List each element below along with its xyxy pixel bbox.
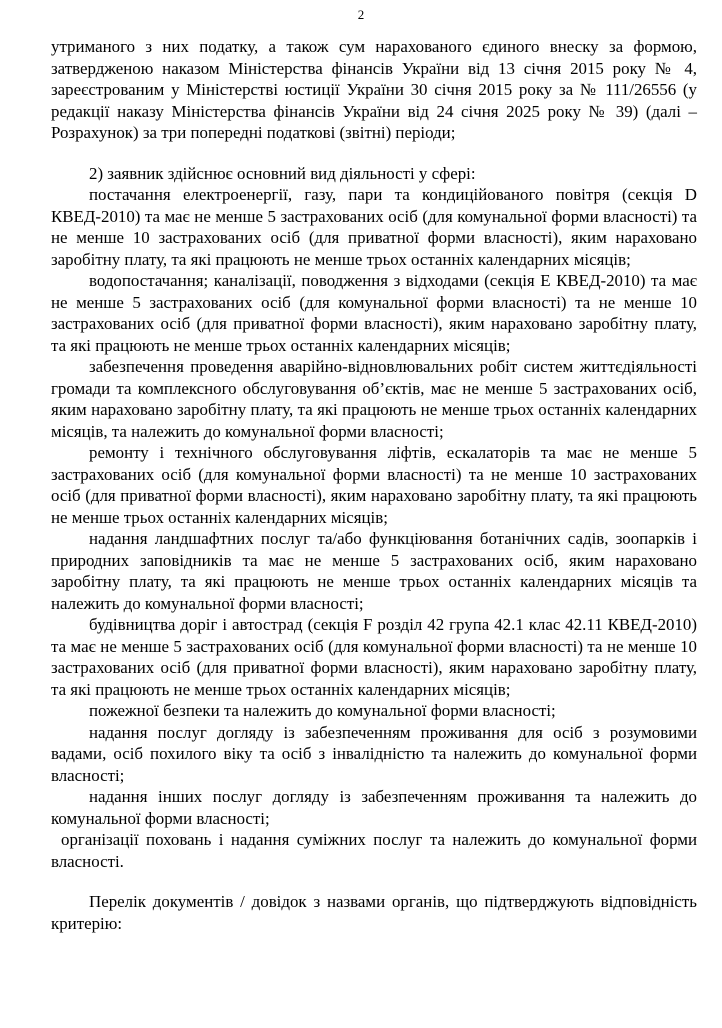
paragraph-documents-list: Перелік документів / довідок з назвами органів, що підтверджують відповідність критерію: — [51, 892, 697, 933]
paragraph-road-construction: будівництва доріг і автострад (секція F розділ 42 група 42.1 клас 42.11 КВЕД-2010) та має не менше 5 застрахованих осіб (для комунальної форми власності) та не менше 10 застрахованих осіб (для приватної форми власності), яким нараховано заробітну плату, та які працюють не менше трьох останніх календарних місяців; — [51, 615, 697, 699]
paragraph-item-2-heading: 2) заявник здійснює основний вид діяльності у сфері: — [89, 163, 476, 183]
document-body — [51, 36, 697, 934]
paragraph-care-services-disabled: надання послуг догляду із забезпеченням проживання для осіб з розумовими вадами, осіб похилого віку та осіб з інвалідністю та належить до комунальної форми власності; — [51, 722, 697, 785]
paragraph-funeral-services: організації поховань і надання суміжних послуг та належить до комунальної форми власності. — [51, 830, 697, 871]
paragraph-fire-safety: пожежної безпеки та належить до комунальної форми власності; — [89, 701, 556, 720]
paragraph-energy-supply: постачання електроенергії, газу, пари та кондиційованого повітря (секція D КВЕД-2010) та має не менше 5 застрахованих осіб (для комунальної форми власності) та не менше 10 застрахованих осіб (для приватної форми власності), яким нараховано заробітну плату, та які працюють не менше трьох останніх календарних місяців; — [51, 185, 697, 269]
paragraph-landscape-services: надання ландшафтних послуг та/або функціювання ботанічних садів, зоопарків і природних заповідників та має не менше 5 застрахованих осіб, яким нараховано заробітну плату, та які працюють не менше трьох останніх календарних місяців та належить до комунальної форми власності; — [51, 529, 697, 613]
paragraph-emergency-works: забезпечення проведення аварійно-відновлювальних робіт систем життєдіяльності громади та комплексного обслуговування об’єктів, має не менше 5 застрахованих осіб, яким нараховано заробітну плату, та які працюють не менше трьох останніх календарних місяців, та належить до комунальної форми власності; — [51, 357, 697, 441]
paragraph-continuation: утриманого з них податку, а також сум нарахованого єдиного внеску за формою, затвердженою наказом Міністерства фінансів України від 13 січня 2015 року № 4, зареєстрованим у Міністерстві юстиції України 30 січня 2015 року за № 111/26556 (у редакції наказу Міністерства фінансів України від 24 січня 2025 року № 39) (далі – Розрахунок) за три попередні податкові (звітні) періоди; — [51, 37, 697, 142]
paragraph-water-supply: водопостачання; каналізації, поводження з відходами (секція E КВЕД-2010) та має не менше 5 застрахованих осіб (для комунальної форми власності) та не менше 10 застрахованих осіб (для приватної форми власності), яким нараховано заробітну плату, та які працюють не менше трьох останніх календарних місяців; — [51, 271, 697, 355]
paragraph-lift-maintenance: ремонту і технічного обслуговування ліфтів, ескалаторів та має не менше 5 застрахованих осіб (для комунальної форми власності) та не менше 10 застрахованих осіб (для приватної форми власності), яким нараховано заробітну плату, та які працюють не менше трьох останніх календарних місяців; — [51, 443, 697, 527]
page-number: 2 — [357, 7, 365, 22]
paragraph-other-care-services: надання інших послуг догляду із забезпеченням проживання та належить до комунальної форми власності; — [51, 787, 697, 828]
